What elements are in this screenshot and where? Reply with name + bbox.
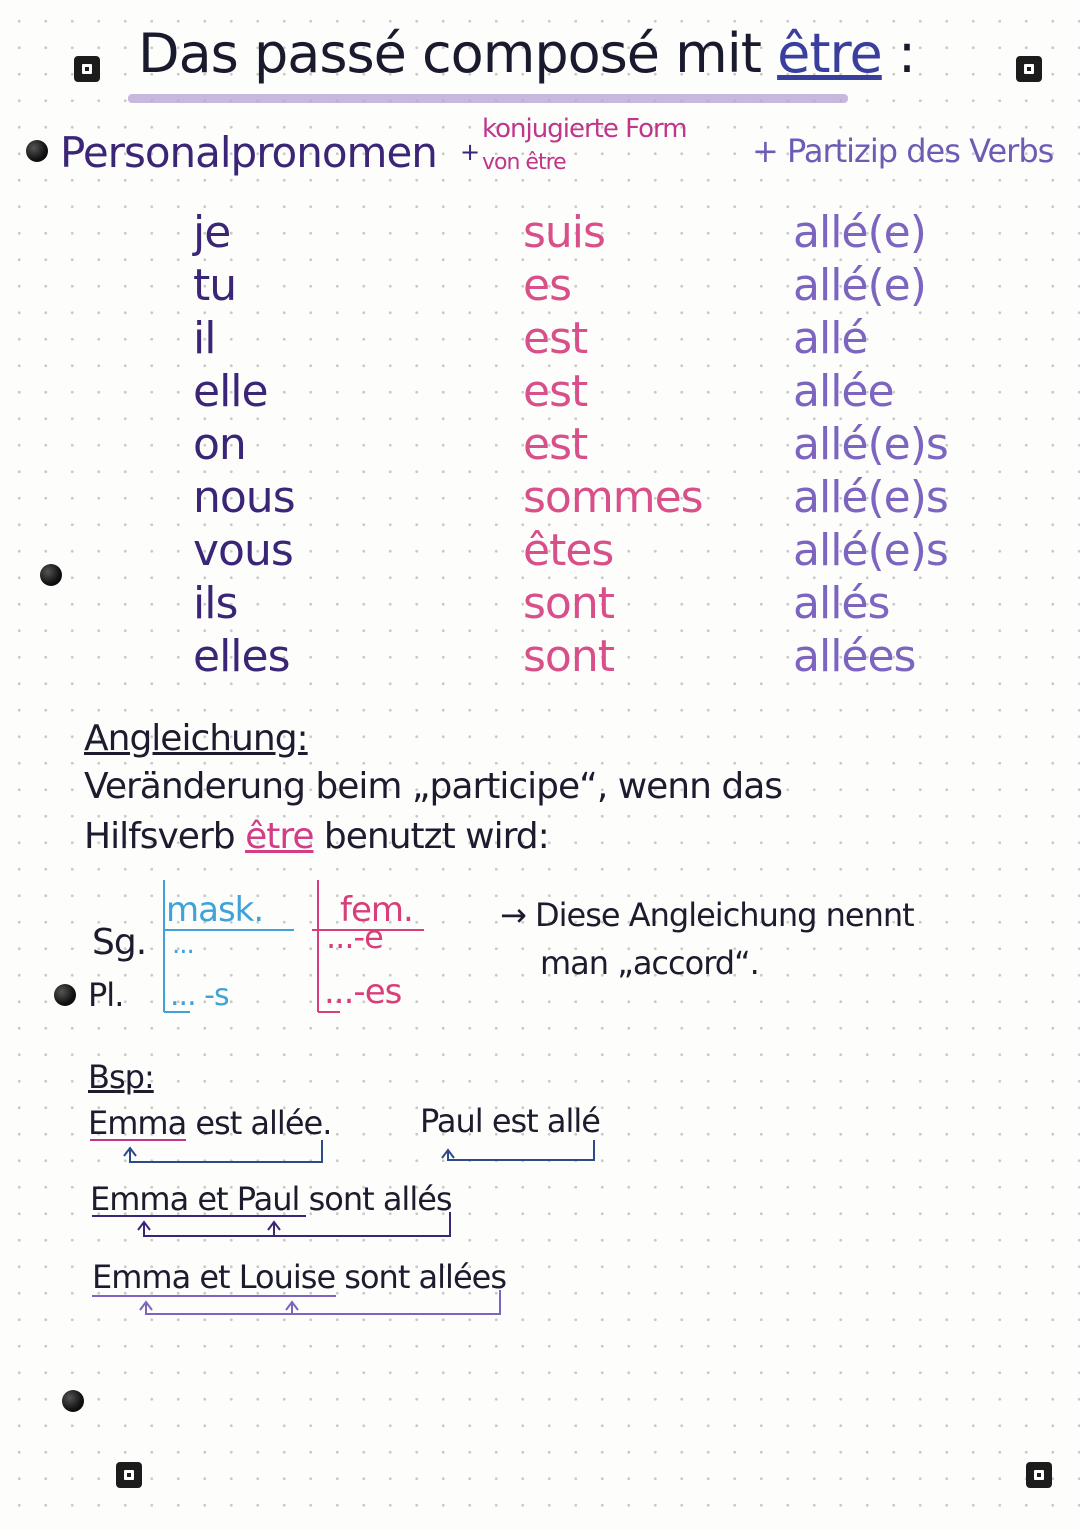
accord-note-line-1: → Diese Angleichung nennt [500, 896, 914, 934]
col-header-mask: mask. [166, 890, 264, 930]
pronoun: vous [193, 525, 293, 576]
etre-form: sommes [523, 472, 703, 523]
agreement-line-1: Veränderung beim „participe“, wenn das [84, 766, 783, 807]
etre-form: es [523, 260, 571, 311]
formula-conjugated-form: konjugierte Form [482, 114, 687, 144]
pronoun: tu [193, 260, 237, 311]
etre-form: est [523, 313, 588, 364]
participle-form: allé(e) [793, 260, 926, 311]
agreement-heading: Angleichung: [84, 718, 308, 759]
example-3: Emma et Paul sont allés [90, 1180, 452, 1218]
pronoun: il [193, 313, 216, 364]
participle-form: allé(e)s [793, 525, 948, 576]
accord-note-line-2: man „accord“. [540, 944, 759, 982]
col-header-fem: fem. [340, 890, 413, 930]
etre-form: suis [523, 207, 605, 258]
agreement-line-2: Hilfsverb être benutzt wird: [84, 816, 549, 857]
example-4: Emma et Louise sont allées [92, 1258, 506, 1296]
cell-sg-fem: ...-e [326, 918, 383, 956]
cell-pl-fem: ...-es [324, 972, 402, 1012]
etre-form: est [523, 419, 588, 470]
formula-pronoun: Personalpronomen [60, 128, 437, 177]
pronoun: ils [193, 578, 238, 629]
pronoun: nous [193, 472, 295, 523]
participle-form: allé(e) [793, 207, 926, 258]
participle-form: allé(e)s [793, 419, 948, 470]
example-2: Paul est allé [420, 1102, 600, 1140]
example-1: Emma est allée. [88, 1104, 332, 1142]
cell-pl-mask: ... -s [170, 978, 229, 1013]
examples-heading: Bsp: [88, 1058, 154, 1096]
pronoun: elles [193, 631, 290, 682]
pronoun: je [193, 207, 231, 258]
etre-form: sont [523, 631, 614, 682]
formula-plus: + [460, 138, 480, 166]
participle-form: allée [793, 366, 894, 417]
etre-form: est [523, 366, 588, 417]
participle-form: allés [793, 578, 890, 629]
pronoun: elle [193, 366, 268, 417]
participle-form: allé [793, 313, 868, 364]
row-header-pl: Pl. [88, 976, 124, 1014]
page-title: Das passé composé mit être : [138, 22, 916, 85]
participle-form: allées [793, 631, 916, 682]
cell-sg-mask: ... [172, 930, 194, 960]
etre-form: êtes [523, 525, 614, 576]
formula-von-etre: von être [482, 150, 566, 175]
participle-form: allé(e)s [793, 472, 948, 523]
pronoun: on [193, 419, 246, 470]
formula-participle: + Partizip des Verbs [752, 132, 1054, 170]
etre-form: sont [523, 578, 614, 629]
row-header-sg: Sg. [92, 922, 147, 963]
